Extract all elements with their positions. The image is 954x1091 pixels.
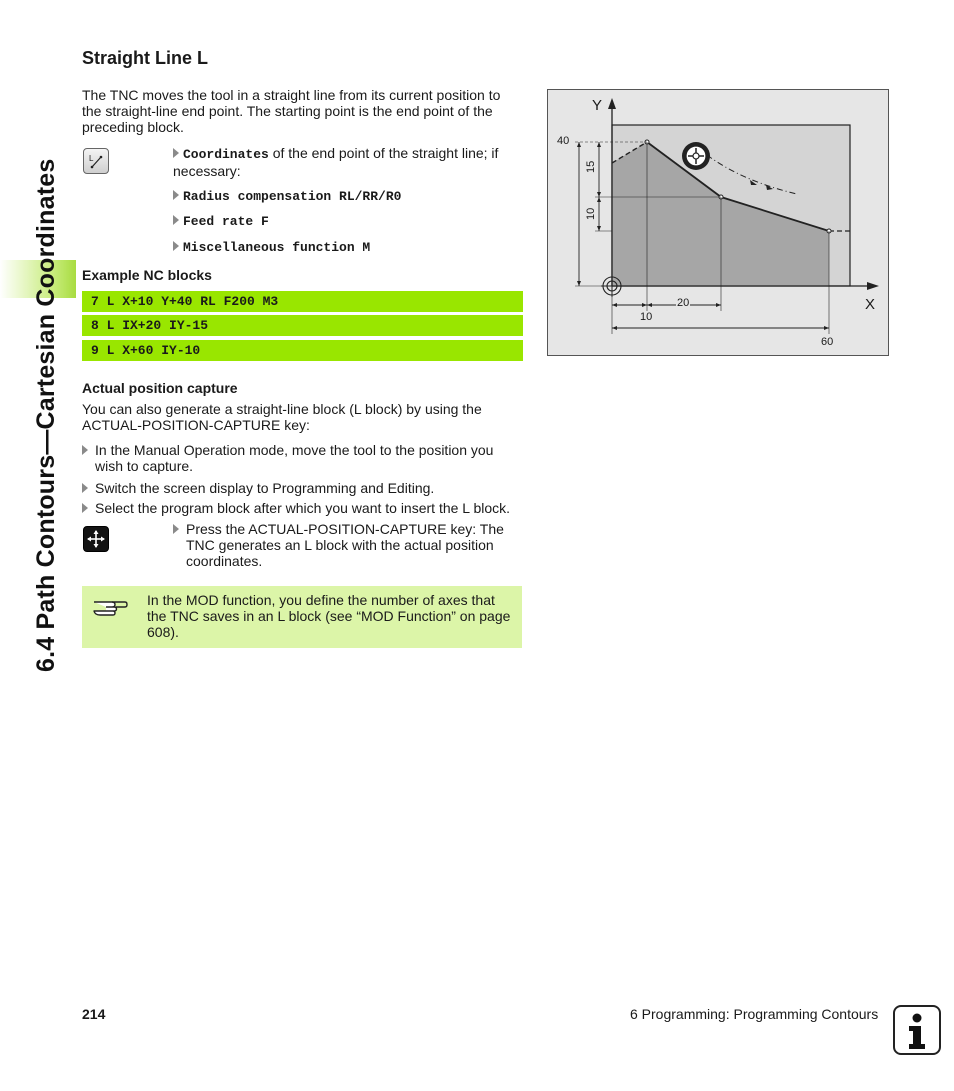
note-box [82, 586, 522, 648]
bullet-arrow-icon [82, 445, 88, 455]
bullet-arrow-icon [173, 190, 179, 200]
bullet-arrow-icon [173, 215, 179, 225]
example-heading: Example NC blocks [82, 267, 212, 283]
nc-block-row: 7 L X+10 Y+40 RL F200 M3 [82, 291, 523, 312]
bullet-arrow-icon [82, 503, 88, 513]
bullet-arrow-icon [173, 524, 179, 534]
page-heading: Straight Line L [82, 48, 208, 68]
param-radius-comp [173, 187, 401, 205]
param-coordinates [173, 145, 523, 179]
param-misc-function [173, 238, 370, 256]
step-item: Switch the screen display to Programming and Editing. [82, 480, 527, 496]
dim-label-10-vertical: 10 [585, 207, 597, 220]
nc-block-row: 8 L IX+20 IY-15 [82, 315, 523, 336]
y-axis-label: Y [592, 97, 603, 114]
info-icon [893, 1005, 941, 1055]
svg-text:L: L [89, 154, 94, 163]
dim-label-15: 15 [585, 160, 597, 173]
param-desc: of the end point of the straight line; if necessary: [173, 145, 499, 179]
note-text: In the MOD function, you define the number of axes that the TNC saves in an L block (see “MOD Function” on page 608). [147, 592, 511, 640]
dim-label-10-horizontal: 10 [640, 311, 653, 323]
param-feed-rate [173, 212, 269, 230]
nc-block-row: 9 L X+60 IY-10 [82, 340, 523, 361]
straight-line-diagram [547, 89, 889, 356]
l-key-icon [83, 148, 109, 174]
capture-step: Press the ACTUAL-POSITION-CAPTURE key: The TNC generates an L block with the actual position coordinates. [173, 521, 518, 569]
dim-label-60: 60 [821, 336, 834, 348]
pointing-hand-icon [92, 596, 128, 618]
bullet-arrow-icon [173, 241, 179, 251]
bullet-arrow-icon [173, 148, 179, 158]
param-term: Coordinates [183, 147, 269, 162]
capture-intro: You can also generate a straight-line block (L block) by using the ACTUAL-POSITION-CAPTURE key: [82, 401, 482, 433]
chapter-side-title: 6.4 Path Contours—Cartesian Coordinates [32, 158, 60, 672]
chapter-footer: 6 Programming: Programming Contours [630, 1006, 879, 1022]
page-number: 214 [82, 1006, 106, 1022]
intro-paragraph: The TNC moves the tool in a straight line from its current position to the straight-line end point. The starting point is the end point of the preceding block. [82, 87, 501, 135]
bullet-arrow-icon [82, 483, 88, 493]
step-item: Select the program block after which you want to insert the L block. [82, 500, 532, 516]
actual-position-capture-key-icon [83, 526, 109, 552]
dim-label-40: 40 [557, 135, 570, 147]
milling-tool-icon [682, 142, 710, 170]
dim-label-20: 20 [677, 297, 690, 309]
param-term: Feed rate F [183, 214, 269, 229]
param-term: Miscellaneous function M [183, 240, 371, 255]
param-term: Radius compensation RL/RR/R0 [183, 189, 402, 204]
capture-heading: Actual position capture [82, 380, 238, 396]
step-item: In the Manual Operation mode, move the tool to the position you wish to capture. [82, 442, 522, 474]
x-axis-label: X [865, 296, 876, 313]
